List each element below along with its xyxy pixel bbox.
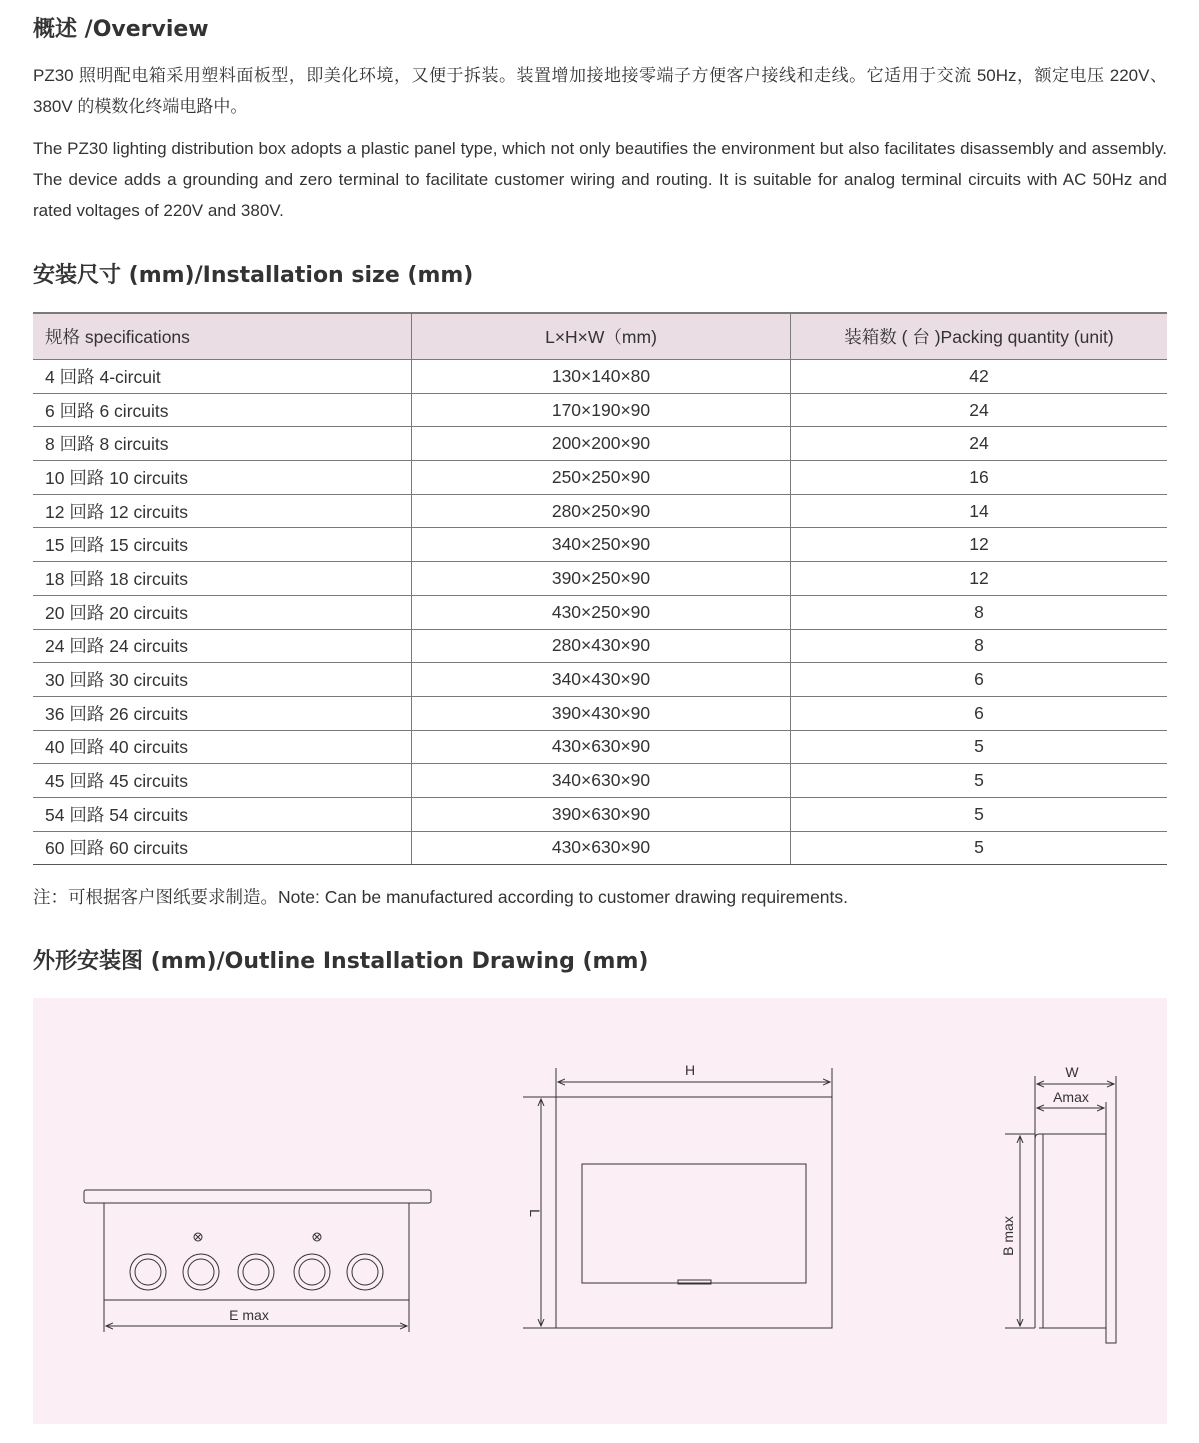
panel-lip-outline bbox=[84, 1190, 431, 1203]
table-row bbox=[33, 427, 1167, 461]
cell-dimensions: 200×200×90 bbox=[412, 427, 791, 461]
cell-specification: 40 回路 40 circuits bbox=[33, 730, 412, 764]
installation-size-heading: 安装尺寸 (mm)/Installation size (mm) bbox=[33, 263, 474, 288]
cell-dimensions: 340×250×90 bbox=[412, 528, 791, 562]
cell-specification: 30 回路 30 circuits bbox=[33, 663, 412, 697]
cell-specification: 6 回路 6 circuits bbox=[33, 393, 412, 427]
cell-dimensions: 280×250×90 bbox=[412, 494, 791, 528]
table-row bbox=[33, 663, 1167, 697]
cell-packing-quantity: 5 bbox=[791, 730, 1168, 764]
cell-dimensions: 390×430×90 bbox=[412, 696, 791, 730]
overview-heading: 概述 /Overview bbox=[33, 17, 209, 42]
front-panel-outline bbox=[556, 1097, 832, 1328]
cell-specification: 4 回路 4-circuit bbox=[33, 360, 412, 394]
cell-packing-quantity: 8 bbox=[791, 629, 1168, 663]
cell-specification: 8 回路 8 circuits bbox=[33, 427, 412, 461]
cell-specification: 54 回路 54 circuits bbox=[33, 797, 412, 831]
cell-specification: 18 回路 18 circuits bbox=[33, 562, 412, 596]
manufacturing-note: 注：可根据客户图纸要求制造。Note: Can be manufactured according to customer drawing requirements. bbox=[33, 887, 849, 907]
column-header-specifications: 规格 specifications bbox=[33, 313, 412, 360]
cell-dimensions: 340×630×90 bbox=[412, 764, 791, 798]
table-row bbox=[33, 764, 1167, 798]
cell-specification: 36 回路 26 circuits bbox=[33, 696, 412, 730]
table-row bbox=[33, 461, 1167, 495]
column-header-packing-quantity: 装箱数 ( 台 )Packing quantity (unit) bbox=[791, 313, 1168, 360]
side-flange-outline bbox=[1106, 1116, 1116, 1343]
cell-dimensions: 430×250×90 bbox=[412, 595, 791, 629]
cell-packing-quantity: 42 bbox=[791, 360, 1168, 394]
amax-label: Amax bbox=[1053, 1089, 1089, 1105]
emax-label: E max bbox=[229, 1307, 269, 1323]
cell-specification: 45 回路 45 circuits bbox=[33, 764, 412, 798]
table-row bbox=[33, 393, 1167, 427]
cell-dimensions: 390×250×90 bbox=[412, 562, 791, 596]
cell-dimensions: 170×190×90 bbox=[412, 393, 791, 427]
cell-dimensions: 280×430×90 bbox=[412, 629, 791, 663]
cell-packing-quantity: 12 bbox=[791, 562, 1168, 596]
screw-marks bbox=[194, 1233, 321, 1241]
front-view-drawing bbox=[523, 1068, 832, 1328]
table-row bbox=[33, 730, 1167, 764]
table-row bbox=[33, 562, 1167, 596]
overview-text-en: The PZ30 lighting distribution box adopts a plastic panel type, which not only beautifies the environment but also facilitates disassembly and assembly. The device adds a grounding and zero terminal to facilitate customer wiring and routing. It is suitable for analog terminal circuits with AC 50Hz and rated voltages of 220V and 380V. bbox=[33, 139, 1167, 220]
window-outline bbox=[582, 1164, 806, 1283]
cell-specification: 20 回路 20 circuits bbox=[33, 595, 412, 629]
table-row bbox=[33, 797, 1167, 831]
outline-drawing-svg bbox=[33, 998, 1167, 1424]
cell-dimensions: 430×630×90 bbox=[412, 730, 791, 764]
table-row bbox=[33, 696, 1167, 730]
cell-dimensions: 130×140×80 bbox=[412, 360, 791, 394]
cell-dimensions: 390×630×90 bbox=[412, 797, 791, 831]
table-row bbox=[33, 528, 1167, 562]
bmax-label: B max bbox=[1000, 1216, 1016, 1256]
outline-drawing-heading: 外形安装图 (mm)/Outline Installation Drawing (mm) bbox=[33, 949, 649, 974]
cell-packing-quantity: 14 bbox=[791, 494, 1168, 528]
cell-packing-quantity: 5 bbox=[791, 764, 1168, 798]
cell-packing-quantity: 8 bbox=[791, 595, 1168, 629]
cell-packing-quantity: 12 bbox=[791, 528, 1168, 562]
column-header-dimensions: L×H×W（mm) bbox=[412, 313, 791, 360]
table-row bbox=[33, 494, 1167, 528]
cell-packing-quantity: 5 bbox=[791, 831, 1168, 865]
side-panel-outline bbox=[1035, 1134, 1043, 1328]
cell-specification: 10 回路 10 circuits bbox=[33, 461, 412, 495]
cell-packing-quantity: 16 bbox=[791, 461, 1168, 495]
overview-text-cn: PZ30 照明配电箱采用塑料面板型，即美化环境，又便于拆装。装置增加接地接零端子方便客户接线和走线。它适用于交流 50Hz，额定电压 220V、380V 的模数化终端电路中。 bbox=[33, 66, 1167, 116]
cell-packing-quantity: 24 bbox=[791, 393, 1168, 427]
table-row bbox=[33, 595, 1167, 629]
cell-packing-quantity: 6 bbox=[791, 696, 1168, 730]
cable-knockout-holes bbox=[130, 1254, 383, 1290]
cell-packing-quantity: 6 bbox=[791, 663, 1168, 697]
outline-drawing-panel bbox=[33, 998, 1167, 1424]
cell-specification: 15 回路 15 circuits bbox=[33, 528, 412, 562]
table-row bbox=[33, 831, 1167, 865]
w-label: W bbox=[1065, 1064, 1079, 1080]
l-label: L bbox=[527, 1209, 543, 1217]
cell-dimensions: 430×630×90 bbox=[412, 831, 791, 865]
cell-specification: 24 回路 24 circuits bbox=[33, 629, 412, 663]
cell-dimensions: 340×430×90 bbox=[412, 663, 791, 697]
cell-specification: 12 回路 12 circuits bbox=[33, 494, 412, 528]
cell-packing-quantity: 5 bbox=[791, 797, 1168, 831]
installation-size-table bbox=[33, 312, 1167, 865]
table-row bbox=[33, 360, 1167, 394]
side-view-drawing bbox=[1005, 1076, 1116, 1343]
table-body bbox=[33, 360, 1167, 865]
cell-specification: 60 回路 60 circuits bbox=[33, 831, 412, 865]
cell-packing-quantity: 24 bbox=[791, 427, 1168, 461]
h-label: H bbox=[684, 1062, 696, 1078]
table-row bbox=[33, 629, 1167, 663]
side-body-outline bbox=[1035, 1134, 1106, 1328]
cell-dimensions: 250×250×90 bbox=[412, 461, 791, 495]
table-header-row bbox=[33, 313, 1167, 360]
